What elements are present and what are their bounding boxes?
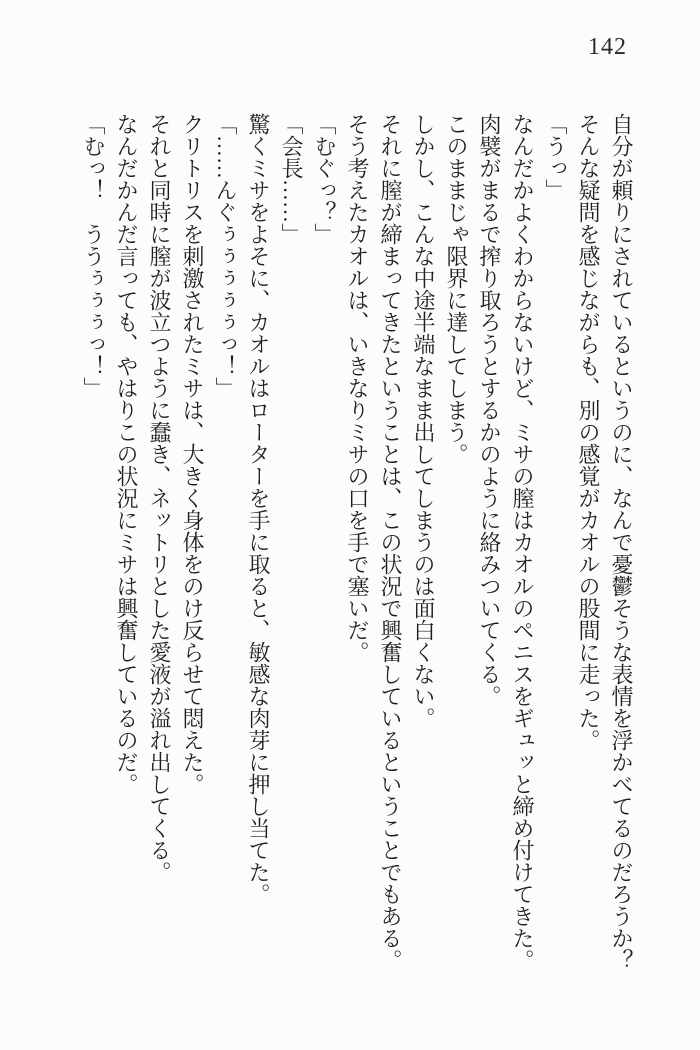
paragraph: 自分が頼りにされているというのに、なんで憂鬱そうな表情を浮かべてるのだろうか？: [609, 113, 634, 971]
paragraph: 驚くミサをよそに、カオルはローターを手に取ると、敏感な肉芽に押し当てた。: [246, 113, 271, 905]
dialogue-line: 「会長……」: [279, 113, 304, 245]
paragraph: 肉襞がまるで搾り取ろうとするかのように絡みついてくる。: [477, 113, 502, 707]
paragraph: しかし、こんな中途半端なまま出してしまうのは面白くない。: [411, 113, 436, 729]
paragraph: このままじゃ限界に達してしまう。: [444, 113, 469, 465]
paragraph: そんな疑問を感じながらも、別の感覚がカオルの股間に走った。: [576, 113, 601, 751]
vertical-text-block: [77, 113, 638, 981]
paragraph: なんだかんだ言っても、やはりこの状況にミサは興奮しているのだ。: [114, 113, 139, 795]
paragraph: なんだかよくわからないけど、ミサの膣はカオルのペニスをギュッと締め付けてきた。: [510, 113, 535, 971]
paragraph: それと同時に膣が波立つように蠢き、ネットリとした愛液が溢れ出してくる。: [147, 113, 172, 883]
dialogue-line: 「むぐっ？」: [312, 113, 337, 245]
dialogue-line: 「うっ」: [543, 113, 568, 201]
paragraph: クリトリスを刺激されたミサは、大きく身体をのけ反らせて悶えた。: [180, 113, 205, 795]
paragraph: それに膣が締まってきたということは、この状況で興奮しているということでもある。: [378, 113, 403, 971]
dialogue-line: 「むっ！ ううぅぅぅっ！」: [81, 113, 106, 399]
paragraph: そう考えたカオルは、いきなりミサの口を手で塞いだ。: [345, 113, 370, 663]
page-number: 142: [588, 34, 627, 60]
dialogue-line: 「……んぐぅぅぅぅぅっ！」: [213, 113, 238, 399]
